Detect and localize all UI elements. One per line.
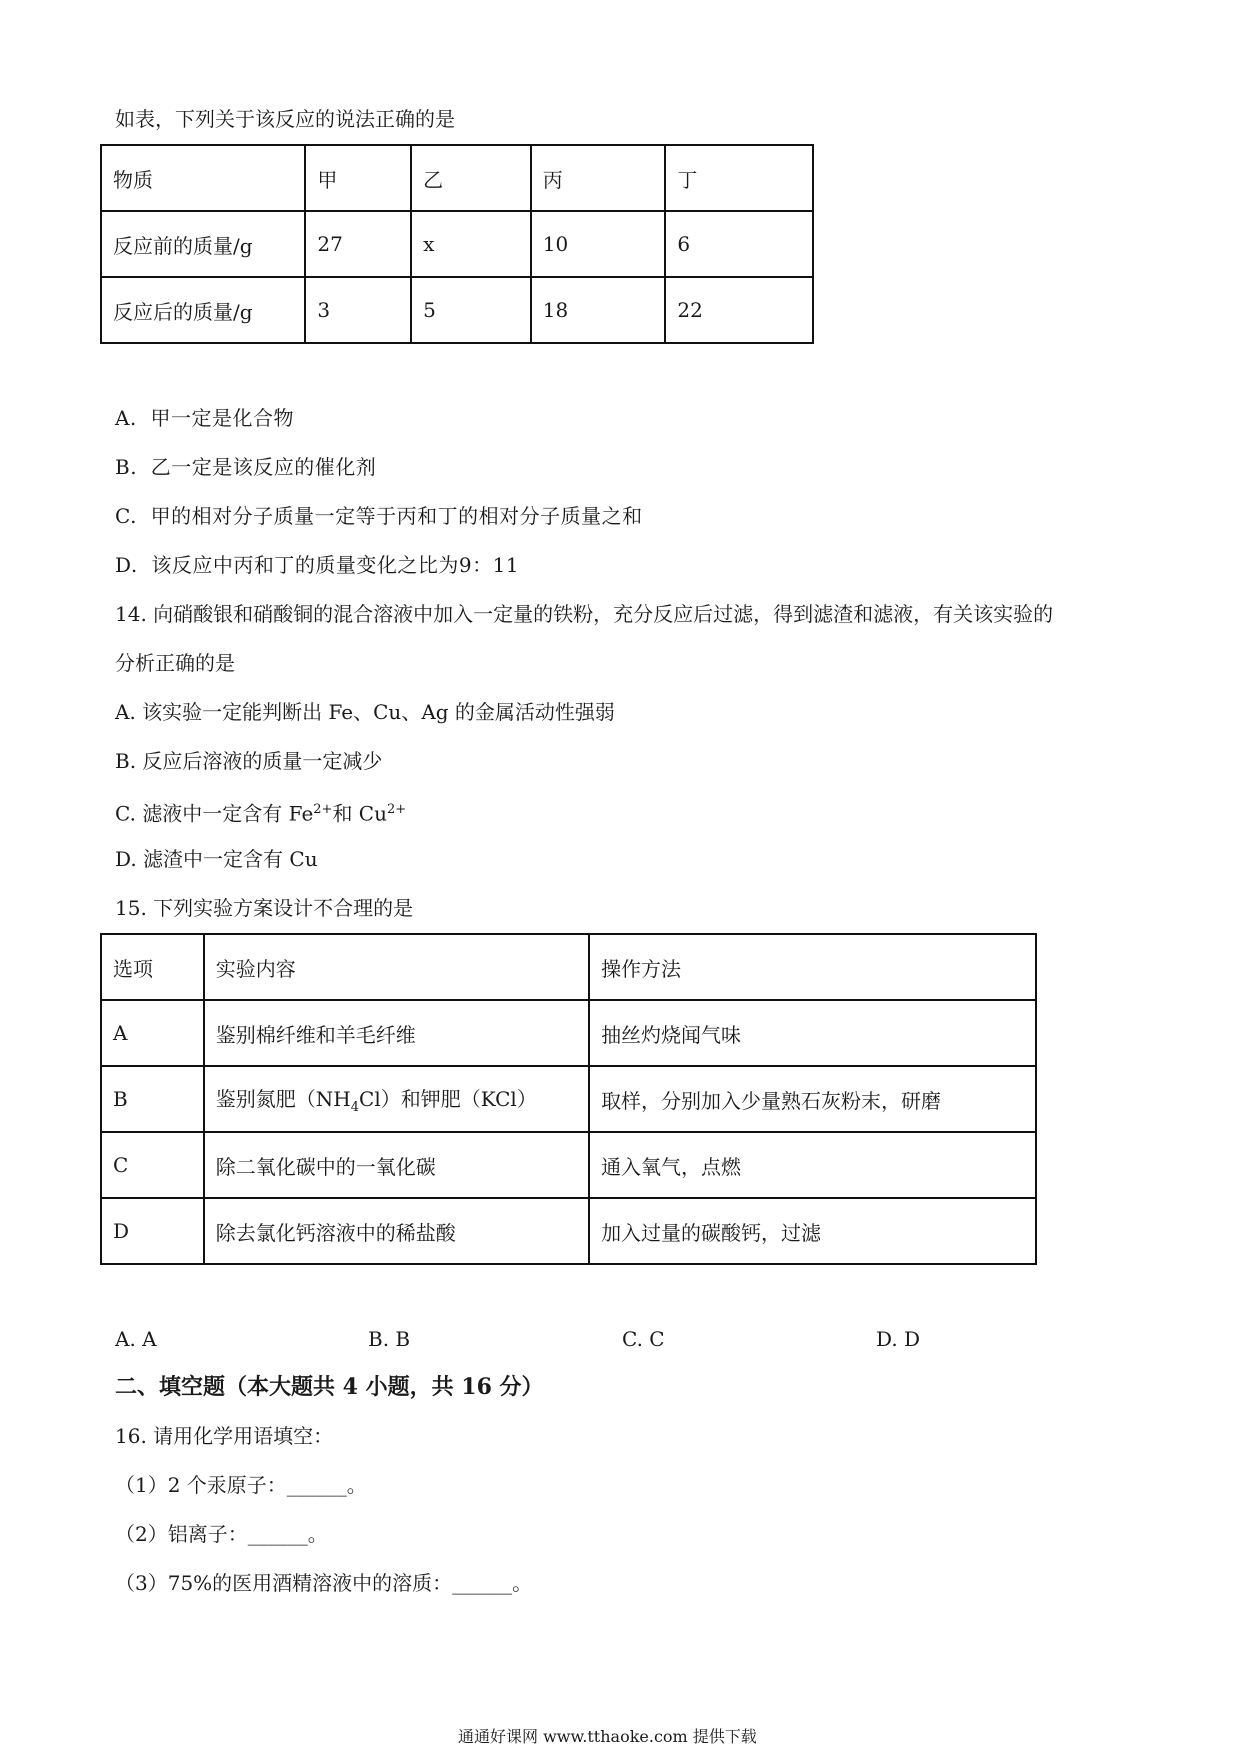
option-text: 甲的相对分子质量一定等于丙和丁的相对分子质量之和 [150, 504, 643, 528]
table-row [101, 1000, 1036, 1066]
option-text: 甲一定是化合物 [150, 406, 295, 430]
table-cell: D [101, 1198, 204, 1264]
table-cell: 反应前的质量/g [101, 211, 305, 277]
q16-item-1: （1）2 个汞原子：______。 [115, 1473, 367, 1497]
table-cell: 鉴别棉纤维和羊毛纤维 [204, 1000, 589, 1066]
table-cell: 18 [531, 277, 666, 343]
table-cell: 操作方法 [589, 934, 1036, 1000]
q15-choice-c: C. C [622, 1327, 665, 1351]
q13-option-a [115, 405, 294, 431]
q14-option-b: B. 反应后溶液的质量一定减少 [115, 749, 383, 773]
table-cell: 27 [305, 211, 411, 277]
q15-stem: 15. 下列实验方案设计不合理的是 [115, 896, 414, 920]
q14-stem-line1: 14. 向硝酸银和硝酸铜的混合溶液中加入一定量的铁粉，充分反应后过滤，得到滤渣和滤液，有关该实验的 [115, 602, 1054, 626]
q16-item-2: （2）铝离子：______。 [115, 1522, 328, 1546]
footer-credit: 通通好课网 www.tthaoke.com 提供下载 [458, 1727, 757, 1746]
q14-option-a: A. 该实验一定能判断出 Fe、Cu、Ag 的金属活动性强弱 [115, 700, 615, 724]
option-letter: D. [115, 553, 138, 577]
q14-option-d: D. 滤渣中一定含有 Cu [115, 847, 318, 871]
q15-choice-d: D. D [876, 1327, 921, 1351]
formula-subscript: 4 [350, 1100, 360, 1115]
q13-option-d [115, 552, 519, 578]
table-header-row [101, 934, 1036, 1000]
q15-choice-a: A. A [115, 1327, 157, 1351]
q14-stem-line2: 分析正确的是 [115, 651, 235, 675]
table-row [101, 1198, 1036, 1264]
table-cell: 甲 [305, 145, 411, 211]
table-cell: 乙 [411, 145, 531, 211]
option-letter: C. [115, 504, 137, 528]
table-cell: 物质 [101, 145, 305, 211]
table-cell: B [101, 1066, 204, 1132]
table-row [101, 211, 813, 277]
table-cell: 除二氧化碳中的一氧化碳 [204, 1132, 589, 1198]
table-cell: 3 [305, 277, 411, 343]
table-cell: C [101, 1132, 204, 1198]
q13-option-b [115, 454, 376, 480]
option-text: 和 Cu [332, 801, 387, 826]
charge-superscript: 2+ [387, 802, 407, 817]
table-cell: 丙 [531, 145, 666, 211]
q13-option-c [115, 503, 643, 529]
q15-experiment-table [100, 933, 1037, 1265]
table-row [101, 1132, 1036, 1198]
table-cell: 丁 [665, 145, 813, 211]
table-row [101, 1066, 1036, 1132]
q15-choice-b: B. B [368, 1327, 411, 1351]
table-cell: 选项 [101, 934, 204, 1000]
option-text: C. 滤液中一定含有 Fe [115, 801, 314, 826]
table-cell: x [411, 211, 531, 277]
table-cell: 除去氯化钙溶液中的稀盐酸 [204, 1198, 589, 1264]
table-cell [204, 1066, 589, 1132]
table-cell: 加入过量的碳酸钙，过滤 [589, 1198, 1036, 1264]
table-cell: 实验内容 [204, 934, 589, 1000]
option-text: 乙一定是该反应的催化剂 [150, 455, 377, 479]
table-cell: 10 [531, 211, 666, 277]
table-cell: 抽丝灼烧闻气味 [589, 1000, 1036, 1066]
table-cell: 取样，分别加入少量熟石灰粉末，研磨 [589, 1066, 1036, 1132]
option-letter: A. [115, 406, 137, 430]
cell-text: 鉴别氮肥（NH [215, 1087, 351, 1111]
option-letter: B. [115, 455, 138, 479]
option-text: 该反应中丙和丁的质量变化之比为9：11 [151, 553, 520, 577]
q13-intro: 如表，下列关于该反应的说法正确的是 [115, 107, 455, 131]
table-cell: 5 [411, 277, 531, 343]
cell-text: Cl）和钾肥（KCl） [359, 1087, 537, 1111]
table-row [101, 277, 813, 343]
q16-stem: 16. 请用化学用语填空： [115, 1424, 334, 1448]
q16-item-3: （3）75%的医用酒精溶液中的溶质：______。 [115, 1571, 533, 1595]
table-cell: 22 [665, 277, 813, 343]
table-cell: A [101, 1000, 204, 1066]
table-cell: 6 [665, 211, 813, 277]
table-cell: 通入氧气，点燃 [589, 1132, 1036, 1198]
charge-superscript: 2+ [313, 802, 333, 817]
q13-mass-table [100, 144, 814, 344]
table-header-row [101, 145, 813, 211]
table-cell: 反应后的质量/g [101, 277, 305, 343]
section-heading: 二、填空题（本大题共 4 小题，共 16 分） [115, 1374, 544, 1400]
q14-option-c [115, 797, 406, 827]
